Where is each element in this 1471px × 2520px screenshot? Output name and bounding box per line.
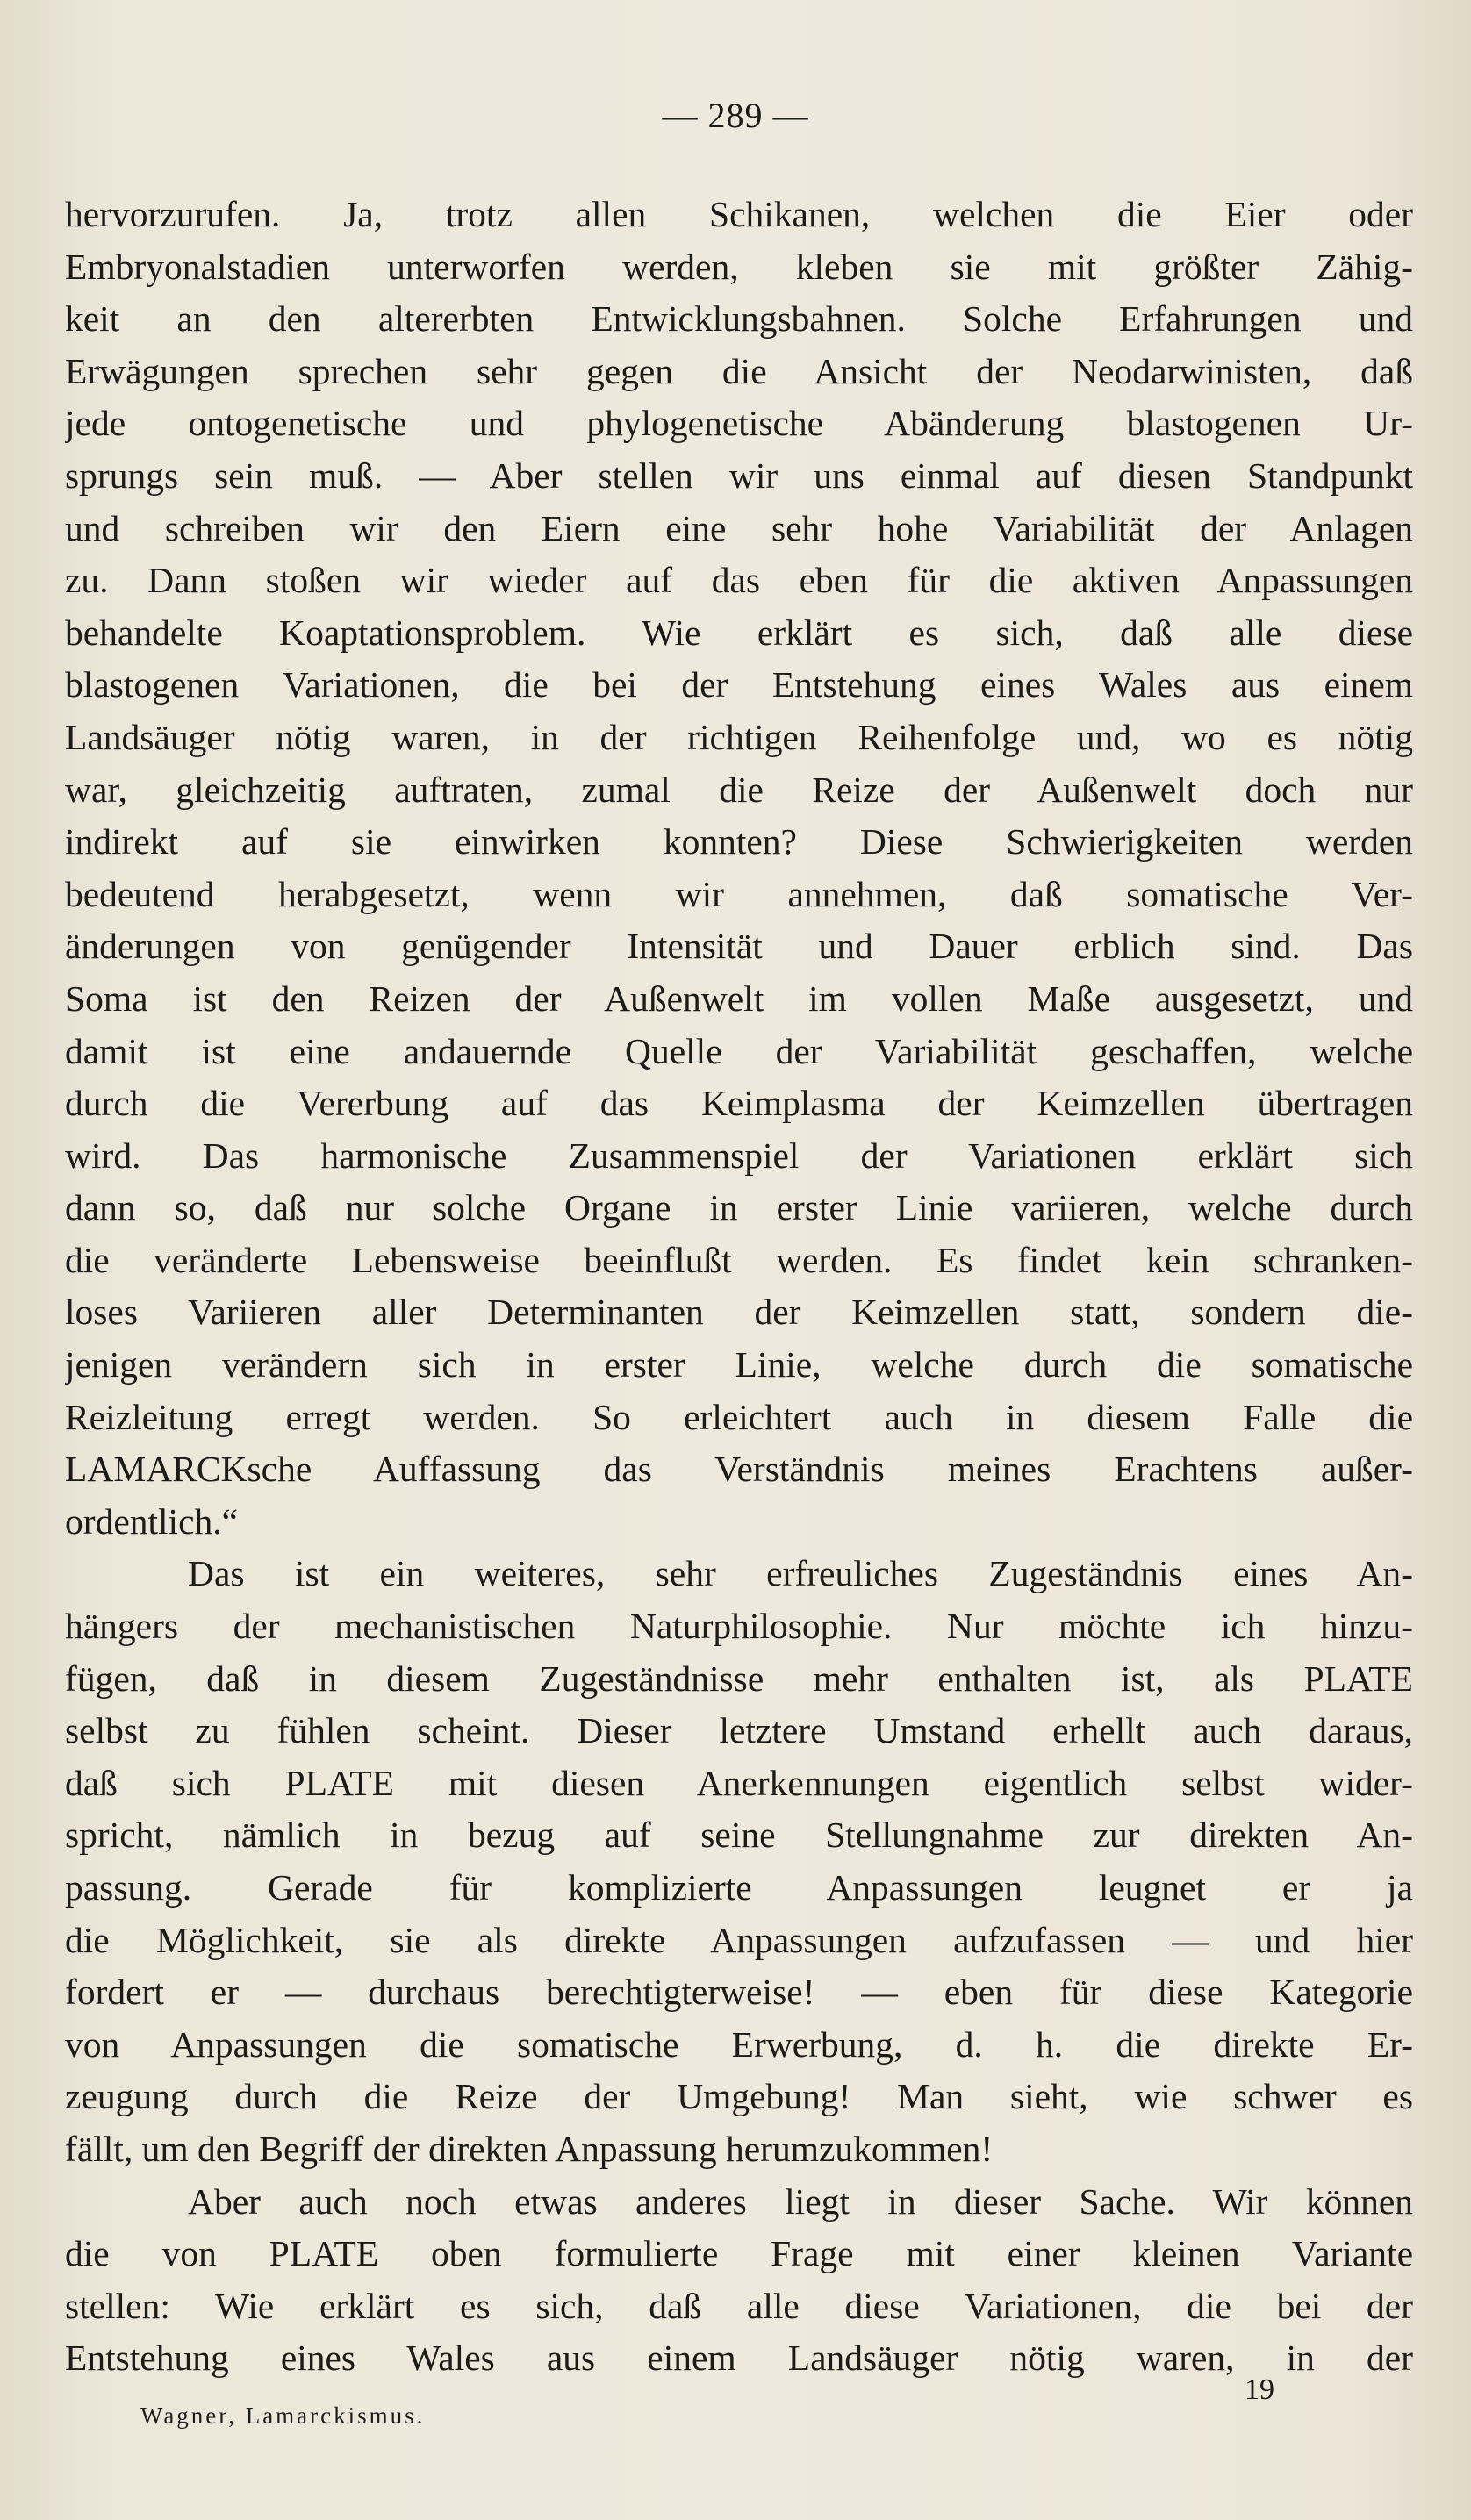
text-line: keit an den altererbten Entwicklungsbahnen. Solche Erfahrungen und <box>65 298 1413 340</box>
text-line: selbst zu fühlen scheint. Dieser letztere Umstand erhellt auch daraus, <box>65 1710 1413 1751</box>
page-number: — 289 — <box>662 96 809 135</box>
text-line: Soma ist den Reizen der Außenwelt im vollen Maße ausgesetzt, und <box>65 977 1413 1019</box>
text-line: passung. Gerade für komplizierte Anpassungen leugnet er ja <box>65 1867 1413 1908</box>
text-line: von Anpassungen die somatische Erwerbung, d. h. die direkte Er- <box>65 2023 1413 2065</box>
text-line: spricht, nämlich in bezug auf seine Stellungnahme zur direkten An- <box>65 1815 1413 1856</box>
text-line: ordentlich.“ <box>65 1500 239 1542</box>
text-line: und schreiben wir den Eiern eine sehr hohe Variabilität der Anlagen <box>65 507 1413 548</box>
text-line: Landsäuger nötig waren, in der richtigen Reihenfolge und, wo es nötig <box>65 716 1413 757</box>
text-line: Reizleitung erregt werden. So erleichtert auch in diesem Falle die <box>65 1396 1413 1437</box>
text-line: jede ontogenetische und phylogenetische Abänderung blastogenen Ur- <box>65 403 1413 444</box>
text-line: fällt, um den Begriff der direkten Anpassung herumzukommen! <box>65 2128 994 2169</box>
text-line: damit ist eine andauernde Quelle der Variabilität geschaffen, welche <box>65 1030 1413 1071</box>
text-line: blastogenen Variationen, die bei der Entstehung eines Wales aus einem <box>65 664 1413 705</box>
text-line: LAMARCKsche Auffassung das Verständnis meines Erachtens außer- <box>65 1449 1413 1490</box>
text-line: war, gleichzeitig auftraten, zumal die Reize der Außenwelt doch nur <box>65 769 1413 810</box>
paragraph <box>65 189 1413 1548</box>
footer-note: Wagner, Lamarckismus. <box>140 2402 426 2429</box>
text-line: behandelte Koaptationsproblem. Wie erklärt es sich, daß alle diese <box>65 612 1413 653</box>
text-line: fügen, daß in diesem Zugeständnisse mehr enthalten ist, als PLATE <box>65 1657 1413 1699</box>
text-line: Entstehung eines Wales aus einem Landsäuger nötig waren, in der <box>65 2337 1413 2379</box>
text-line: daß sich PLATE mit diesen Anerkennungen eigentlich selbst wider- <box>65 1762 1413 1803</box>
text-line: fordert er — durchaus berechtigterweise! — eben für diese Kategorie <box>65 1972 1413 2013</box>
text-line: sprungs sein muß. — Aber stellen wir uns einmal auf diesen Standpunkt <box>65 455 1413 496</box>
text-line: loses Variieren aller Determinanten der Keimzellen statt, sondern die- <box>65 1292 1413 1333</box>
text-line: Das ist ein weiteres, sehr erfreuliches Zugeständnis eines An- <box>188 1553 1413 1594</box>
text-line: wird. Das harmonische Zusammenspiel der Variationen erklärt sich <box>65 1135 1413 1176</box>
text-line: zeugung durch die Reize der Umgebung! Man sieht, wie schwer es <box>65 2076 1413 2117</box>
paragraph <box>65 2176 1413 2385</box>
text-line: Aber auch noch etwas anderes liegt in dieser Sache. Wir können <box>188 2180 1413 2222</box>
text-line: zu. Dann stoßen wir wieder auf das eben für die aktiven Anpassungen <box>65 560 1413 601</box>
text-line: indirekt auf sie einwirken konnten? Diese Schwierigkeiten werden <box>65 821 1413 863</box>
text-line: dann so, daß nur solche Organe in erster Linie variieren, welche durch <box>65 1187 1413 1228</box>
text-line: Embryonalstadien unterworfen werden, kleben sie mit größter Zähig- <box>65 246 1413 287</box>
text-line: die veränderte Lebensweise beeinflußt werden. Es findet kein schranken- <box>65 1239 1413 1280</box>
signature-mark: 19 <box>1245 2373 1274 2406</box>
text-line: bedeutend herabgesetzt, wenn wir annehmen, daß somatische Ver- <box>65 873 1413 914</box>
text-line: durch die Vererbung auf das Keimplasma der Keimzellen übertragen <box>65 1083 1413 1124</box>
text-line: jenigen verändern sich in erster Linie, welche durch die somatische <box>65 1344 1413 1385</box>
text-line: Erwägungen sprechen sehr gegen die Ansicht der Neodarwinisten, daß <box>65 350 1413 391</box>
paragraph <box>65 1548 1413 2175</box>
text-line: die Möglichkeit, sie als direkte Anpassungen aufzufassen — und hier <box>65 1919 1413 1960</box>
text-line: hängers der mechanistischen Naturphilosophie. Nur möchte ich hinzu- <box>65 1606 1413 1647</box>
text-line: änderungen von genügender Intensität und Dauer erblich sind. Das <box>65 926 1413 967</box>
text-line: die von PLATE oben formulierte Frage mit einer kleinen Variante <box>65 2233 1413 2274</box>
text-line: stellen: Wie erklärt es sich, daß alle diese Variationen, die bei der <box>65 2285 1413 2326</box>
text-body <box>65 189 1413 2385</box>
text-line: hervorzurufen. Ja, trotz allen Schikanen, welchen die Eier oder <box>65 194 1413 234</box>
